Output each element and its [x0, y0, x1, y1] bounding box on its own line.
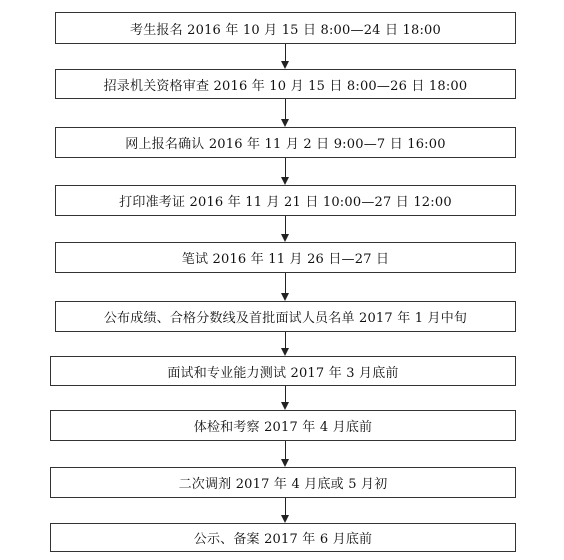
step-second-adjustment: 二次调剂 2017 年 4 月底或 5 月初 [50, 467, 516, 498]
flow-arrow-8 [285, 441, 286, 459]
flow-arrow-7 [285, 386, 286, 402]
step-publicity-filing: 公示、备案 2017 年 6 月底前 [50, 523, 516, 552]
flow-arrow-2 [285, 99, 286, 119]
step-print-admission-ticket: 打印准考证 2016 年 11 月 21 日 10:00—27 日 12:00 [55, 185, 516, 216]
flow-arrow-1 [285, 44, 286, 61]
flow-arrow-6 [285, 332, 286, 348]
flow-arrow-2-head [281, 119, 289, 127]
flow-arrow-1-head [281, 61, 289, 69]
flow-arrow-7-head [281, 402, 289, 410]
step-online-confirmation: 网上报名确认 2016 年 11 月 2 日 9:00—7 日 16:00 [55, 127, 516, 158]
flow-arrow-9-head [281, 515, 289, 523]
flow-arrow-4-head [281, 234, 289, 242]
flow-arrow-5-head [281, 293, 289, 301]
step-publish-results: 公布成绩、合格分数线及首批面试人员名单 2017 年 1 月中旬 [55, 301, 516, 332]
flow-arrow-3 [285, 158, 286, 177]
flow-arrow-8-head [281, 459, 289, 467]
flow-arrow-3-head [281, 177, 289, 185]
flow-arrow-6-head [281, 348, 289, 356]
step-written-exam: 笔试 2016 年 11 月 26 日—27 日 [55, 242, 516, 273]
step-qualification-review: 招录机关资格审查 2016 年 10 月 15 日 8:00—26 日 18:00 [55, 69, 516, 99]
flow-arrow-4 [285, 216, 286, 234]
step-registration: 考生报名 2016 年 10 月 15 日 8:00—24 日 18:00 [55, 12, 516, 44]
flow-arrow-5 [285, 273, 286, 293]
step-interview: 面试和专业能力测试 2017 年 3 月底前 [50, 356, 516, 386]
flow-arrow-9 [285, 498, 286, 515]
step-medical-exam: 体检和考察 2017 年 4 月底前 [50, 410, 516, 441]
